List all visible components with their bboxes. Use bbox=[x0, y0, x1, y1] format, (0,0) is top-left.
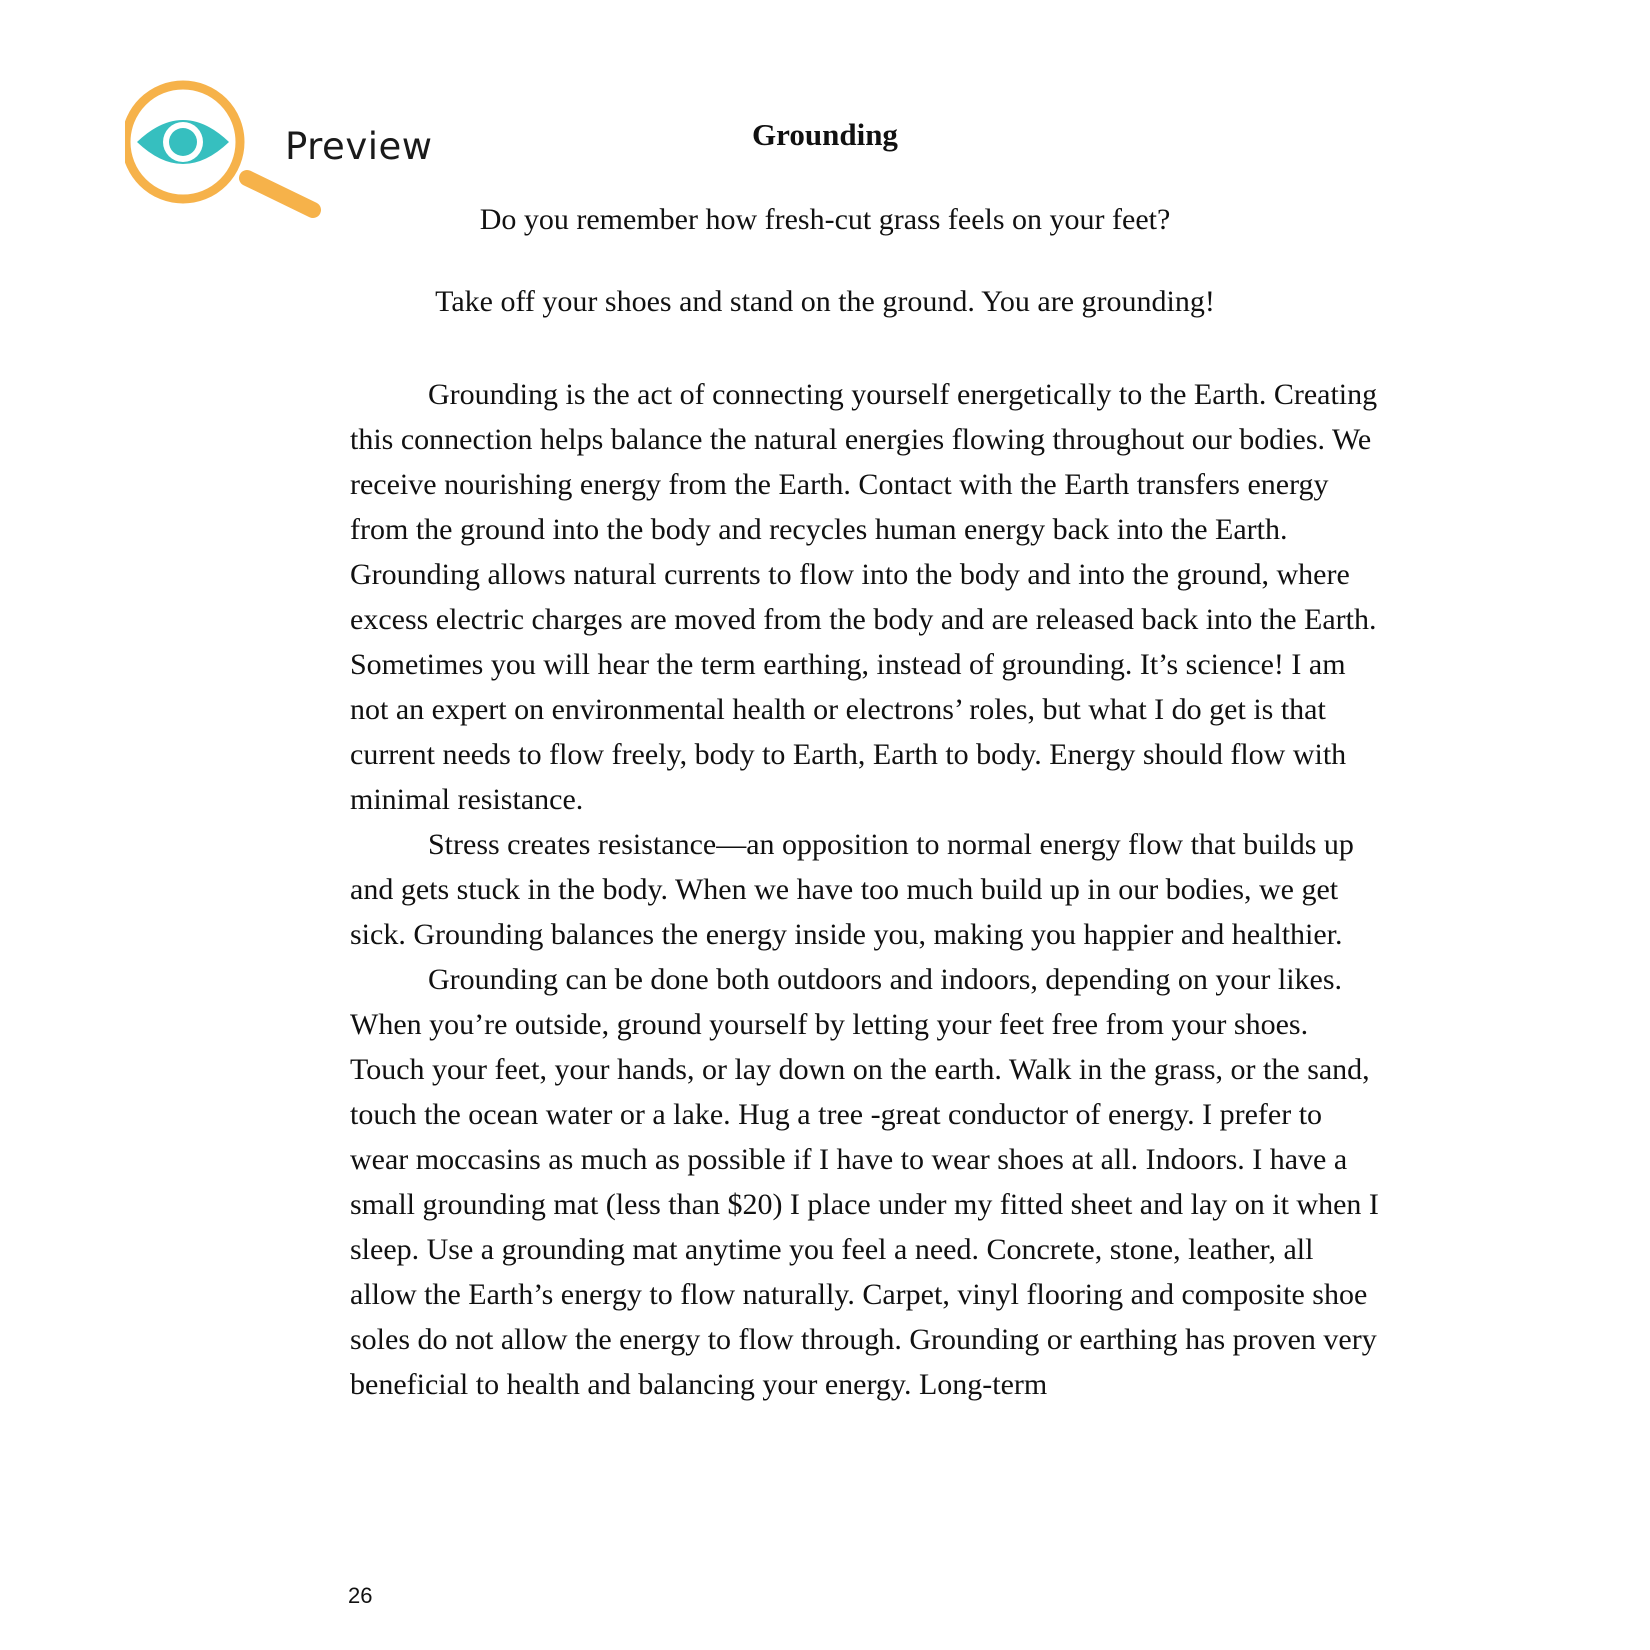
intro-line-1: Do you remember how fresh-cut grass feels on your feet? bbox=[479, 203, 1171, 236]
intro-line-2: Take off your shoes and stand on the ground. You are grounding! bbox=[435, 285, 1215, 318]
page-title: Grounding bbox=[752, 117, 898, 152]
paragraph-3: Grounding can be done both outdoors and indoors, depending on your likes. When you’re outside, ground yourself by letting your feet free from your shoes. Touch your feet, your hands, or lay down on the earth. Walk in the grass, or the sand, touch the ocean water or a lake. Hug a tree -great conductor of energy. I prefer to wear moccasins as much as possible if I have to wear shoes at all. Indoors. I have a small grounding mat (less than $20) I place under my fitted sheet and lay on it when I sleep. Use a grounding mat anytime you feel a need. Concrete, stone, leather, all allow the Earth’s energy to flow naturally. Carpet, vinyl flooring and composite shoe soles do not allow the energy to flow through. Grounding or earthing has proven very beneficial to health and balancing your energy. Long-term bbox=[350, 963, 1379, 1401]
page-number: 26 bbox=[348, 1583, 373, 1608]
paragraph-1: Grounding is the act of connecting yourself energetically to the Earth. Creating this connection helps balance the natural energies flowing throughout our bodies. We receive nourishing energy from the Earth. Contact with the Earth transfers energy from the ground into the body and recycles human energy back into the Earth. Grounding allows natural currents to flow into the body and into the ground, where excess electric charges are moved from the body and are released back into the Earth. Sometimes you will hear the term earthing, instead of grounding. It’s science! I am not an expert on environmental health or electrons’ roles, but what I do get is that current needs to flow freely, body to Earth, Earth to body. Energy should flow with minimal resistance. bbox=[350, 378, 1378, 816]
paragraph-2: Stress creates resistance—an opposition to normal energy flow that builds up and gets stuck in the body. When we have too much build up in our bodies, we get sick. Grounding balances the energy inside you, making you happier and healthier. bbox=[350, 828, 1354, 951]
body-text bbox=[350, 372, 1380, 1407]
preview-label: Preview bbox=[285, 125, 433, 168]
